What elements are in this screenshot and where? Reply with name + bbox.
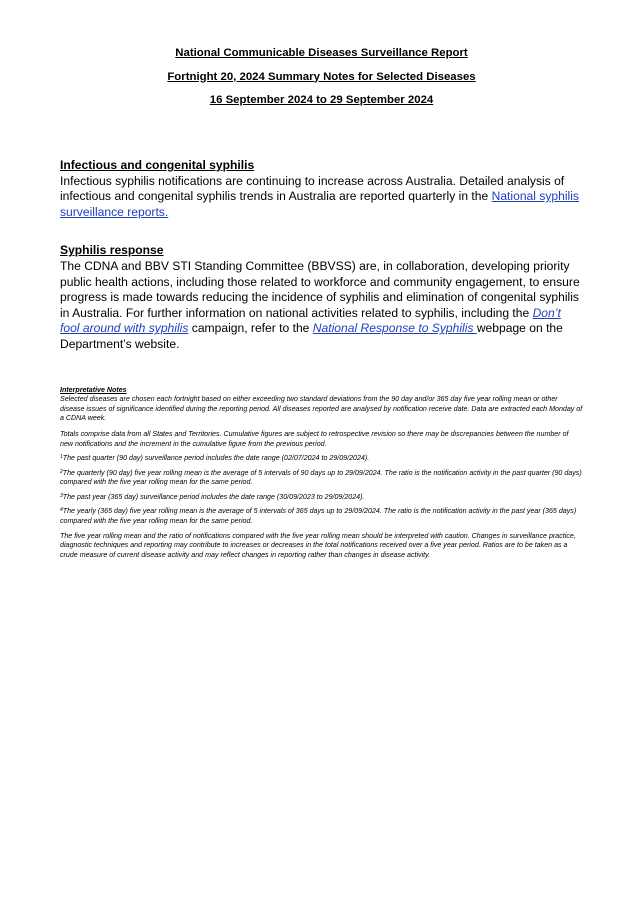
body-text: campaign, refer to the <box>188 321 313 336</box>
national-response-link[interactable]: National Response to Syphilis <box>312 321 477 336</box>
footnote-marker: 1 <box>60 454 63 461</box>
note-paragraph: Totals comprise data from all States and Territories. Cumulative figures are subject to retrospective revision so there may be discrepancies between the number of new notifications and the increment in the cumulative figure from the previous period. <box>60 429 569 448</box>
section-body <box>60 259 583 353</box>
note-paragraph: Selected diseases are chosen each fortnight based on either exceeding two standard deviations from the 90 day and/or 365 day five year rolling mean or other disease issues of significance identified during the reporting period. All diseases reported are analysed by notification receive date. Data are extracted each Monday of a CDNA week. <box>60 395 583 423</box>
campaign-link[interactable]: Don’t fool around with syphilis <box>60 305 561 336</box>
footnote-marker: 4 <box>60 507 63 514</box>
section-infectious-syphilis <box>60 158 583 220</box>
note-paragraph <box>60 454 583 464</box>
report-title: National Communicable Diseases Surveillance Report <box>175 47 468 59</box>
body-text: Infectious syphilis notifications are continuing to increase across Australia. Detailed analysis of infectious and congenital syphilis trends in Australia are reported quarterly in the <box>60 173 565 204</box>
note-paragraph <box>60 507 583 526</box>
section-syphilis-response <box>60 243 583 352</box>
report-subtitle: Fortnight 20, 2024 Summary Notes for Selected Diseases <box>167 70 476 83</box>
section-title: Syphilis response <box>60 243 164 258</box>
note-text: The yearly (365 day) five year rolling mean is the average of 5 intervals of 365 days up to 29/09/2024. The ratio is the notification activity in the past year (365 days) compared with the five year rolling mean for the same period. <box>60 507 577 526</box>
note-paragraph: The five year rolling mean and the ratio of notifications compared with the five year rolling mean should be interpreted with caution. Changes in surveillance practice, diagnostic techniques and reporting may contribute to increases or decreases in the total notifications received over a five year period. Ratios are to be taken as a crude measure of current disease activity and may reflect changes in reporting rather than changes in disease activity. <box>60 531 576 559</box>
section-title: Infectious and congenital syphilis <box>60 158 255 172</box>
note-text: The quarterly (90 day) five year rolling mean is the average of 5 intervals of 90 days up to 29/09/2024. The ratio is the notification activity in the past quarter (90 days) compared with the five year rolling mean for the same period. <box>60 468 582 487</box>
section-body <box>60 174 583 221</box>
note-paragraph <box>60 469 583 488</box>
interpretative-notes <box>60 386 583 561</box>
footnote-marker: 2 <box>60 468 63 475</box>
body-text: The CDNA and BBV STI Standing Committee (BBVSS) are, in collaboration, developing priority public health actions, including those related to workforce and community engagement, to ensure progress is made towards reducing the incidence of syphilis and elimination of congenital syphilis in Australia. For further information on national activities related to syphilis, including the <box>60 258 580 320</box>
body-text: webpage on the Department’s website. <box>60 321 563 351</box>
note-text: The past year (365 day) surveillance period includes the date range (30/09/2023 to 29/09/2024). <box>62 492 365 501</box>
note-text: The past quarter (90 day) surveillance period includes the date range (02/07/2024 to 29/09/2024). <box>62 454 370 463</box>
footnote-marker: 3 <box>60 492 63 499</box>
syphilis-reports-link[interactable]: National syphilis surveillance reports. <box>60 189 579 219</box>
notes-title: Interpretative Notes <box>60 385 127 394</box>
report-date-range: 16 September 2024 to 29 September 2024 <box>209 94 434 106</box>
note-paragraph <box>60 493 583 503</box>
